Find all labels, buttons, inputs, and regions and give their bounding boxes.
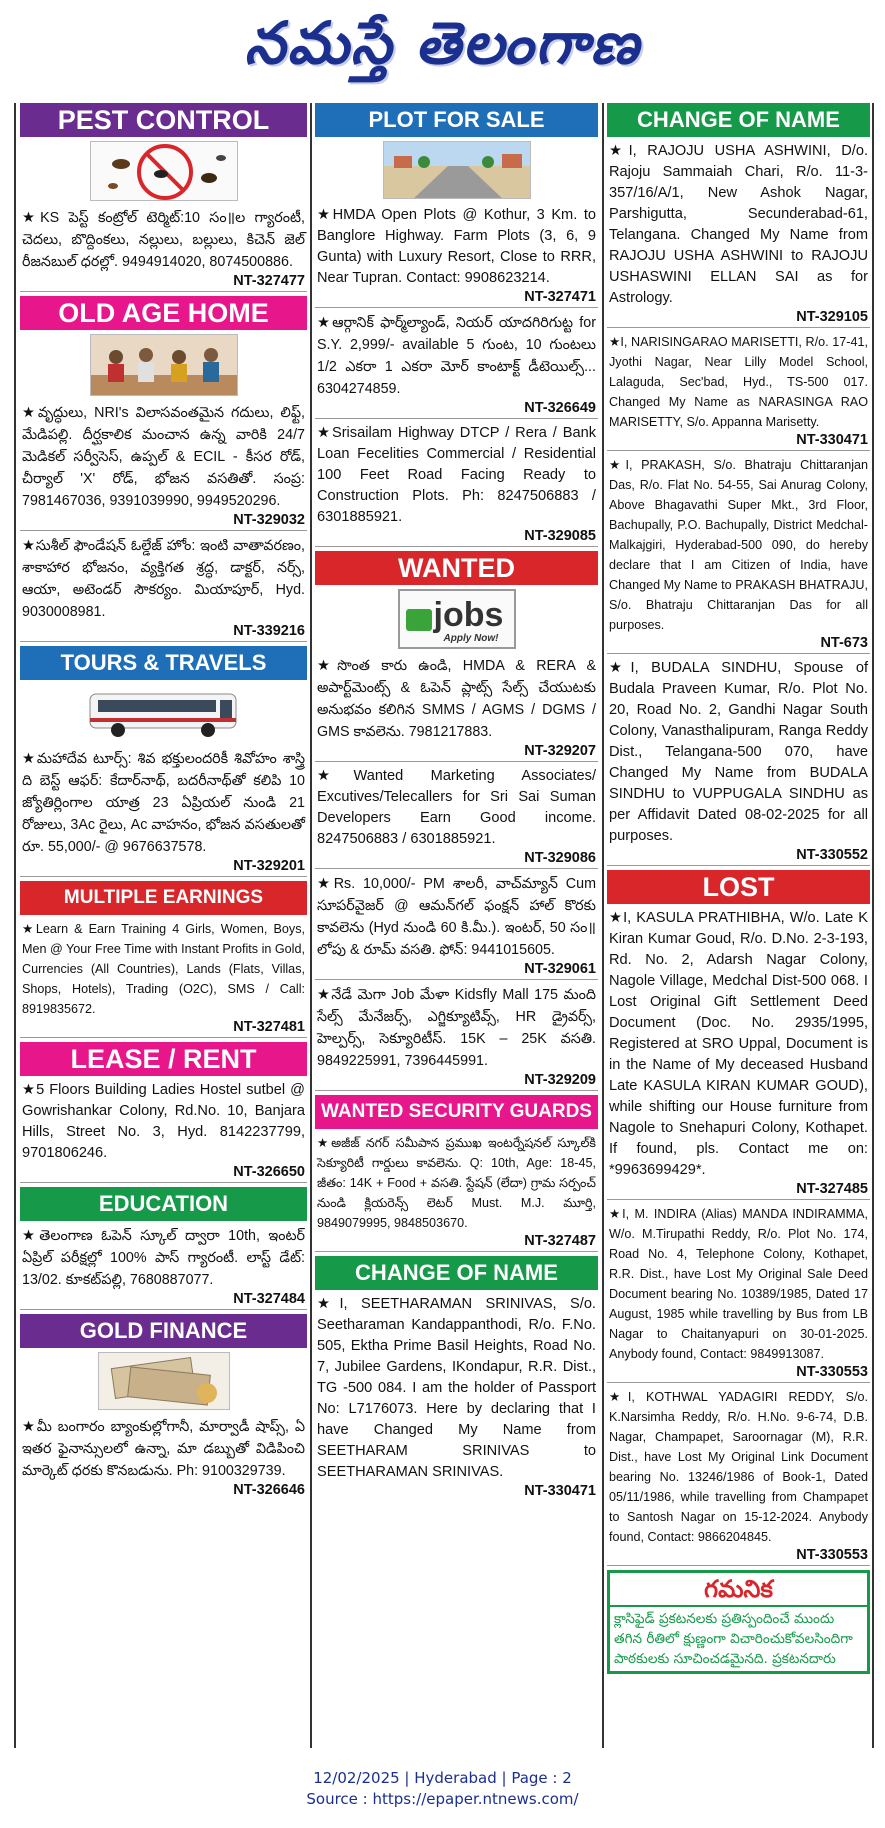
ad-gold: [20, 1416, 307, 1500]
ad-text: ★I, PRAKASH, S/o. Bhatraju Chittaranjan Das, R/o. Flat No. 54-55, Sai Anurag Colony, Above Bhagavathi Super Mkt., 3rd Floor, Bachupally, P.O. Bachupally, District Medchal-Malkajgiri, Hyderabad-500 090, do hereby declare that I am Citizen of India, have Changed My Name to PRAKASH BHATRAJU, S/o. Bhatraju Chittaranjan Das for all purposes.: [609, 458, 868, 632]
ad-code: NT-329032: [233, 512, 305, 528]
footer-date-line: 12/02/2025 | Hyderabad | Page : 2: [313, 1769, 572, 1787]
ad-code: NT-329105: [796, 309, 868, 325]
ad-text: ★I, RAJOJU USHA ASHWINI, D/o. Rajoju Sammaiah Chari, R/o. 11-3-357/16/A/1, New Ashok Nagar, Parshigutta, Secunderabad-61, Telangana. Changed My Name from RAJOJU USHA ASHWINI to RAJOJU USHASWINI ELLAN SAI as for Astrology.: [609, 143, 868, 306]
column-1: [20, 103, 307, 1748]
money-icon: [99, 1353, 230, 1410]
ad-code: NT-330553: [796, 1547, 868, 1563]
ad-code: NT-329086: [524, 850, 596, 866]
pest-control-image: [90, 141, 238, 201]
apply-now-text: Apply Now!: [443, 633, 499, 644]
ad-change-3: [607, 455, 870, 654]
ad-text: ★I, M. INDIRA (Alias) MANDA INDIRAMMA, W/o. M.Tirupathi Reddy, R/o. Plot No. 174, Road No. 4, Telephone Colony, Kothapet, R.R. Dist., have Lost My Original Sale Deed Document bearing No. 10389/1985, Dated 17 August, 1985 while travelling by Bus from LB Nagar to Chaitanyapuri on 30-01-2025. Anybody found, Contact: 9849913087.: [609, 1207, 868, 1361]
page-footer: [0, 1768, 885, 1810]
ad-security: [315, 1133, 598, 1252]
ad-old-age-2: [20, 535, 307, 642]
ad-text: ★ఆర్గానిక్ ఫార్మ్‌ల్యాండ్, నియర్ యాదగిరిగుట్ట for S.Y. 2,999/- available 5 గుంట, 10 గుంటలు 1/2 ఎకరా 1 ఎకరా మోర్ కాంటాక్ట్ డీటెయిల్స్... 6304274859.: [317, 315, 596, 397]
ad-text: ★KS పెస్ట్ కంట్రోల్ టెర్మిట్:10 సం॥ల గ్యారంటీ, చెదలు, బొద్దింకలు, నల్లులు, బల్లులు, కిచెన్ జెల్ రీజనబుల్ ధరల్లో. 9494914020, 8074500886.: [22, 210, 305, 270]
ad-text: ★5 Floors Building Ladies Hostel sutbel @ Gowrishankar Colony, Rd.No. 10, Banjara Hills, Street No. 3, Hyd. 8142237799, 9701806246.: [22, 1082, 305, 1161]
ad-code: NT-329061: [524, 961, 596, 977]
jobs-image: [398, 589, 516, 649]
ad-code: NT-327471: [524, 289, 596, 305]
ad-text: ★తెలంగాణ ఓపెన్ స్కూల్ ద్వారా 10th, ఇంటర్ ఏప్రిల్ పరీక్షల్లో 100% పాస్ గ్యారంటీ. లాస్ట్ డేట్: 13/02. కూకట్‌పల్లి, 7680887077.: [22, 1228, 305, 1288]
plot-image: [383, 141, 531, 199]
ad-plot-1: [315, 205, 598, 308]
ad-code: NT-329085: [524, 528, 596, 544]
ad-code: NT-326650: [233, 1164, 305, 1180]
newspaper-title: నమస్తే తెలంగాణ: [244, 9, 641, 77]
ad-code: NT-329201: [233, 858, 305, 874]
ad-plot-3: [315, 423, 598, 547]
ad-code: NT-327484: [233, 1291, 305, 1307]
section-header-security-guards: WANTED SECURITY GUARDS: [315, 1095, 598, 1129]
ad-code: NT-327477: [233, 273, 305, 289]
ad-text: ★Learn & Earn Training 4 Girls, Women, Boys, Men @ Your Free Time with Instant Profits in Gold, Currencies (All Countries), Lands (Flats, Villas, Shops, Hotels), Trading (O2C), SMS / Call: 8919835672.: [22, 922, 305, 1016]
ad-tours: [20, 748, 307, 877]
jobs-word: jobs: [433, 596, 504, 634]
bus-icon: [84, 684, 244, 742]
ad-change-4: [607, 658, 870, 866]
column-3: [602, 103, 870, 1748]
section-header-change-of-name: CHANGE OF NAME: [607, 103, 870, 137]
ad-wanted-3: [315, 873, 598, 980]
ad-text: ★Srisailam Highway DTCP / Rera / Bank Loan Fecelities Commercial / Residential 100 Feet Road Facing Ready to Construction Plots. Ph: 8247506883 / 6301885921.: [317, 425, 596, 525]
ad-text: ★I, KASULA PRATHIBHA, W/o. Late K Kiran Kumar Goud, R/o. D.No. 2-3-193, Rd. No. 2, Adarsh Nagar Colony, Nagole Village, Medchal Dist-500 068. I Lost Original Gift Settlement Deed Document (Doc. No. 2935/1995, Registered at SRO Uppal, Document is in the Name of My deceased Husband Late KASULA KIRAN KUMAR GOUD), while shifting our House furniture from Nagole to Snehapuri Colony, Kothapet. If found, pls. Contact me on: *9963699429*.: [609, 910, 868, 1178]
ad-code: NT-329209: [524, 1072, 596, 1088]
ad-text: ★మీ బంగారం బ్యాంకుల్లోగానీ, మార్వాడీ షాప్స్, ఏ ఇతర ఫైనాన్సులలో ఉన్నా, మా డబ్బుతో విడిపించి మార్కెట్ ధరకు కొనబడును. Ph: 9100329739.: [22, 1419, 305, 1479]
ad-code: NT-327485: [796, 1181, 868, 1197]
notice-header: గమనిక: [610, 1573, 867, 1607]
notice-box: [607, 1570, 870, 1674]
ad-education: [20, 1225, 307, 1310]
notice-text: క్లాసిఫైడ్ ప్రకటనలకు ప్రతిస్పందించే ముందు తగిన రీతిలో క్షుణ్ణంగా విచారించుకోవలసిందిగా పాఠకులకు సూచించడమైనది. ప్రకటనదారు: [614, 1611, 853, 1667]
ad-multiple-earnings: [20, 919, 307, 1038]
masthead: [0, 0, 885, 92]
section-header-multiple-earnings: MULTIPLE EARNINGS: [20, 881, 307, 915]
ad-text: ★Rs. 10,000/- PM శాలరీ, వాచ్‌మ్యాన్ Cum సూపర్‌వైజర్ @ ఆమన్‌గల్ ఫంక్షన్ హాల్ కొరకు కావలెను (Hyd నుండి 60 కి.మీ.). ఇంటర్, 50 సం॥లోపు & రూమ్ వసతి. ఫోన్: 9441015605.: [317, 876, 596, 958]
section-header-lost: LOST: [607, 870, 870, 904]
ad-text: ★సొంత కారు ఉండి, HMDA & RERA & అపార్ట్‌మెంట్స్ & ఓపెన్ ప్లాట్స్ సేల్స్ చేయుటకు అనుభవం కలిగిన SMMS / AGMS / DGMS / GMS కావలెను. 7981217883.: [317, 658, 596, 740]
ad-code: NT-330471: [524, 1483, 596, 1499]
ad-code: NT-330471: [796, 432, 868, 448]
ad-code: NT-326646: [233, 1482, 305, 1498]
ad-plot-2: [315, 312, 598, 419]
section-header-education: EDUCATION: [20, 1187, 307, 1221]
ad-text: ★మహాదేవ టూర్స్: శివ భక్తులందరికీ శివోహం శాస్త్రి ది బెస్ట్ ఆఫర్: కేదార్‌నాథ్, బదరీనాథ్‌తో కలిపి 10 జ్యోతిర్లింగాల యాత్ర 23 ఏప్రియల్ నుండి 21 రోజులు, 3Ac రైలు, Ac వాహనం, భోజన వసతులతో రూ. 55,000/- @ 9676637578.: [22, 751, 305, 855]
ad-code: NT-330553: [796, 1364, 868, 1380]
plots-landscape-icon: [384, 142, 531, 199]
column-2: [310, 103, 598, 1748]
ad-old-age-1: [20, 402, 307, 531]
section-header-plot-for-sale: PLOT FOR SALE: [315, 103, 598, 137]
ad-wanted-2: [315, 766, 598, 869]
ad-code: NT-329207: [524, 743, 596, 759]
classifieds-page: [14, 103, 874, 1748]
ad-code: NT-339216: [233, 623, 305, 639]
ad-wanted-4: [315, 984, 598, 1091]
ad-text: ★వృద్ధులు, NRI's విలాసవంతమైన గదులు, లిఫ్ట్, మేడిపల్లి. దీర్ఘకాలిక మంచాన ఉన్న వారికి 24/7 మెడికల్ సర్వీసెస్, ఉప్పల్ & ECIL - కీసర రోడ్, చీర్యాల్ 'X' రోడ్, భోజన వసతితో. సంప్ర: 7981467036, 9391039990, 9949520296.: [22, 405, 305, 509]
section-header-gold-finance: GOLD FINANCE: [20, 1314, 307, 1348]
ad-lost-2: [607, 1204, 870, 1383]
ad-text: ★సుశీల్ ఫౌండేషన్ ఓల్డేజ్ హోం: ఇంటి వాతావరణం, శాకాహార భోజనం, వ్యక్తిగత శ్రద్ధ, డాక్టర్, నర్స్, ఆయా, అటెండర్ సౌకర్యం. మియాపూర్, Hyd. 9030008981.: [22, 538, 305, 620]
ad-lost-3: [607, 1387, 870, 1566]
ad-code: NT-327487: [524, 1233, 596, 1249]
ad-text: ★I, SEETHARAMAN SRINIVAS, S/o. Seetharaman Kandappanthodi, R/o. F.No. 505, Ektha Prime Basil Heights, Road No. 7, Jubilee Gardens, IKondapur, R.R. Dist., TG -500 084. I am the holder of Passport No: L7176073. Here by declaring that I have Changed My Name from SEETHARAM SRINIVAS to SEETHARAMAN SRINIVAS.: [317, 1296, 596, 1480]
ad-code: NT-673: [820, 635, 868, 651]
section-header-tours-travels: TOURS & TRAVELS: [20, 646, 307, 680]
section-header-wanted: WANTED: [315, 551, 598, 585]
ad-code: NT-330552: [796, 847, 868, 863]
old-age-home-image: [90, 334, 238, 396]
ad-text: ★I, NARISINGARAO MARISETTI, R/o. 17-41, Jyothi Nagar, Near Lilly Model School, Lalaguda, Sec'bad, Hyd., TS-500 017. Changed My Name as NARASINGA RAO MARISETTY, S/o. Appanna Marisetty.: [609, 335, 868, 429]
ad-wanted-1: [315, 655, 598, 762]
ad-code: NT-326649: [524, 400, 596, 416]
elderly-people-icon: [91, 335, 238, 396]
ad-lease: [20, 1080, 307, 1183]
ad-code: NT-327481: [233, 1019, 305, 1035]
briefcase-icon: [406, 609, 432, 631]
gold-finance-image: [98, 1352, 230, 1410]
section-header-pest-control: PEST CONTROL: [20, 103, 307, 137]
ad-lost-1: [607, 908, 870, 1200]
footer-source-line: Source : https://epaper.ntnews.com/: [306, 1790, 579, 1808]
ad-change-2: [607, 332, 870, 451]
ad-pest-control: [20, 207, 307, 292]
ad-text: ★Wanted Marketing Associates/ Excutives/Telecallers for Sri Sai Suman Developers Earn Good income. 8247506883 / 6301885921.: [317, 768, 596, 847]
ad-text: ★నేడే మెగా Job మేళా Kidsfly Mall 175 మంది సేల్స్ మేనేజర్స్, ఎగ్జిక్యూటివ్స్, HR డ్రైవర్స్, హెల్పర్స్, సెక్యూరిటీస్. 15K – 25K వసతి. 9849225991, 7396445991.: [317, 987, 596, 1069]
ad-text: ★అజీజ్ నగర్ సమీపాన ప్రముఖ ఇంటర్నేషనల్ స్కూల్‌కి సెక్యూరిటీ గార్డులు కావలెను. Q: 10th, Age: 18-45, జీతం: 14K + Food + వసతి. స్టేషన్ (లేదా) గ్రామ సర్పంచ్ నుండి క్లియరెన్స్ లెటర్ Must. M.J. మూర్తి, 9849079995, 9848503670.: [317, 1136, 596, 1230]
section-header-old-age-home: OLD AGE HOME: [20, 296, 307, 330]
ad-text: ★I, BUDALA SINDHU, Spouse of Budala Praveen Kumar, R/o. Plot No. 20, Road No. 2, Gandhi Nagar South Colony, Vanasthalipuram, Ranga Reddy Dist., Telangana-500 070, have Changed My Name from BUDALA SINDHU to VUPPUGALA SINDHU as per Affidavit Dated 08-02-2025 for all purposes.: [609, 660, 868, 844]
ad-text: ★HMDA Open Plots @ Kothur, 3 Km. to Banglore Highway. Farm Plots (3, 6, 9 Gunta) with Luxury Resort, Close to RRR, Near Tupran. Contact: 9908623214.: [317, 207, 596, 286]
pest-bugs-icon: [91, 142, 238, 201]
tours-bus-image: [84, 684, 244, 742]
ad-change-1: [607, 141, 870, 328]
section-header-lease-rent: LEASE / RENT: [20, 1042, 307, 1076]
ad-change-name: [315, 1294, 598, 1501]
ad-text: ★I, KOTHWAL YADAGIRI REDDY, S/o. K.Narsimha Reddy, R/o. H.No. 9-6-74, D.B. Nagar, Champapet, Saroornagar (M), R.R. Dist., have Lost My Original Link Document bearing No. 13246/1986 of Book-1, Dated 05/11/1986, while travelling from Champapet to Santosh Nagar on 15-12-2024. Anybody found, Contact: 9866204845.: [609, 1390, 868, 1544]
section-header-change-of-name: CHANGE OF NAME: [315, 1256, 598, 1290]
